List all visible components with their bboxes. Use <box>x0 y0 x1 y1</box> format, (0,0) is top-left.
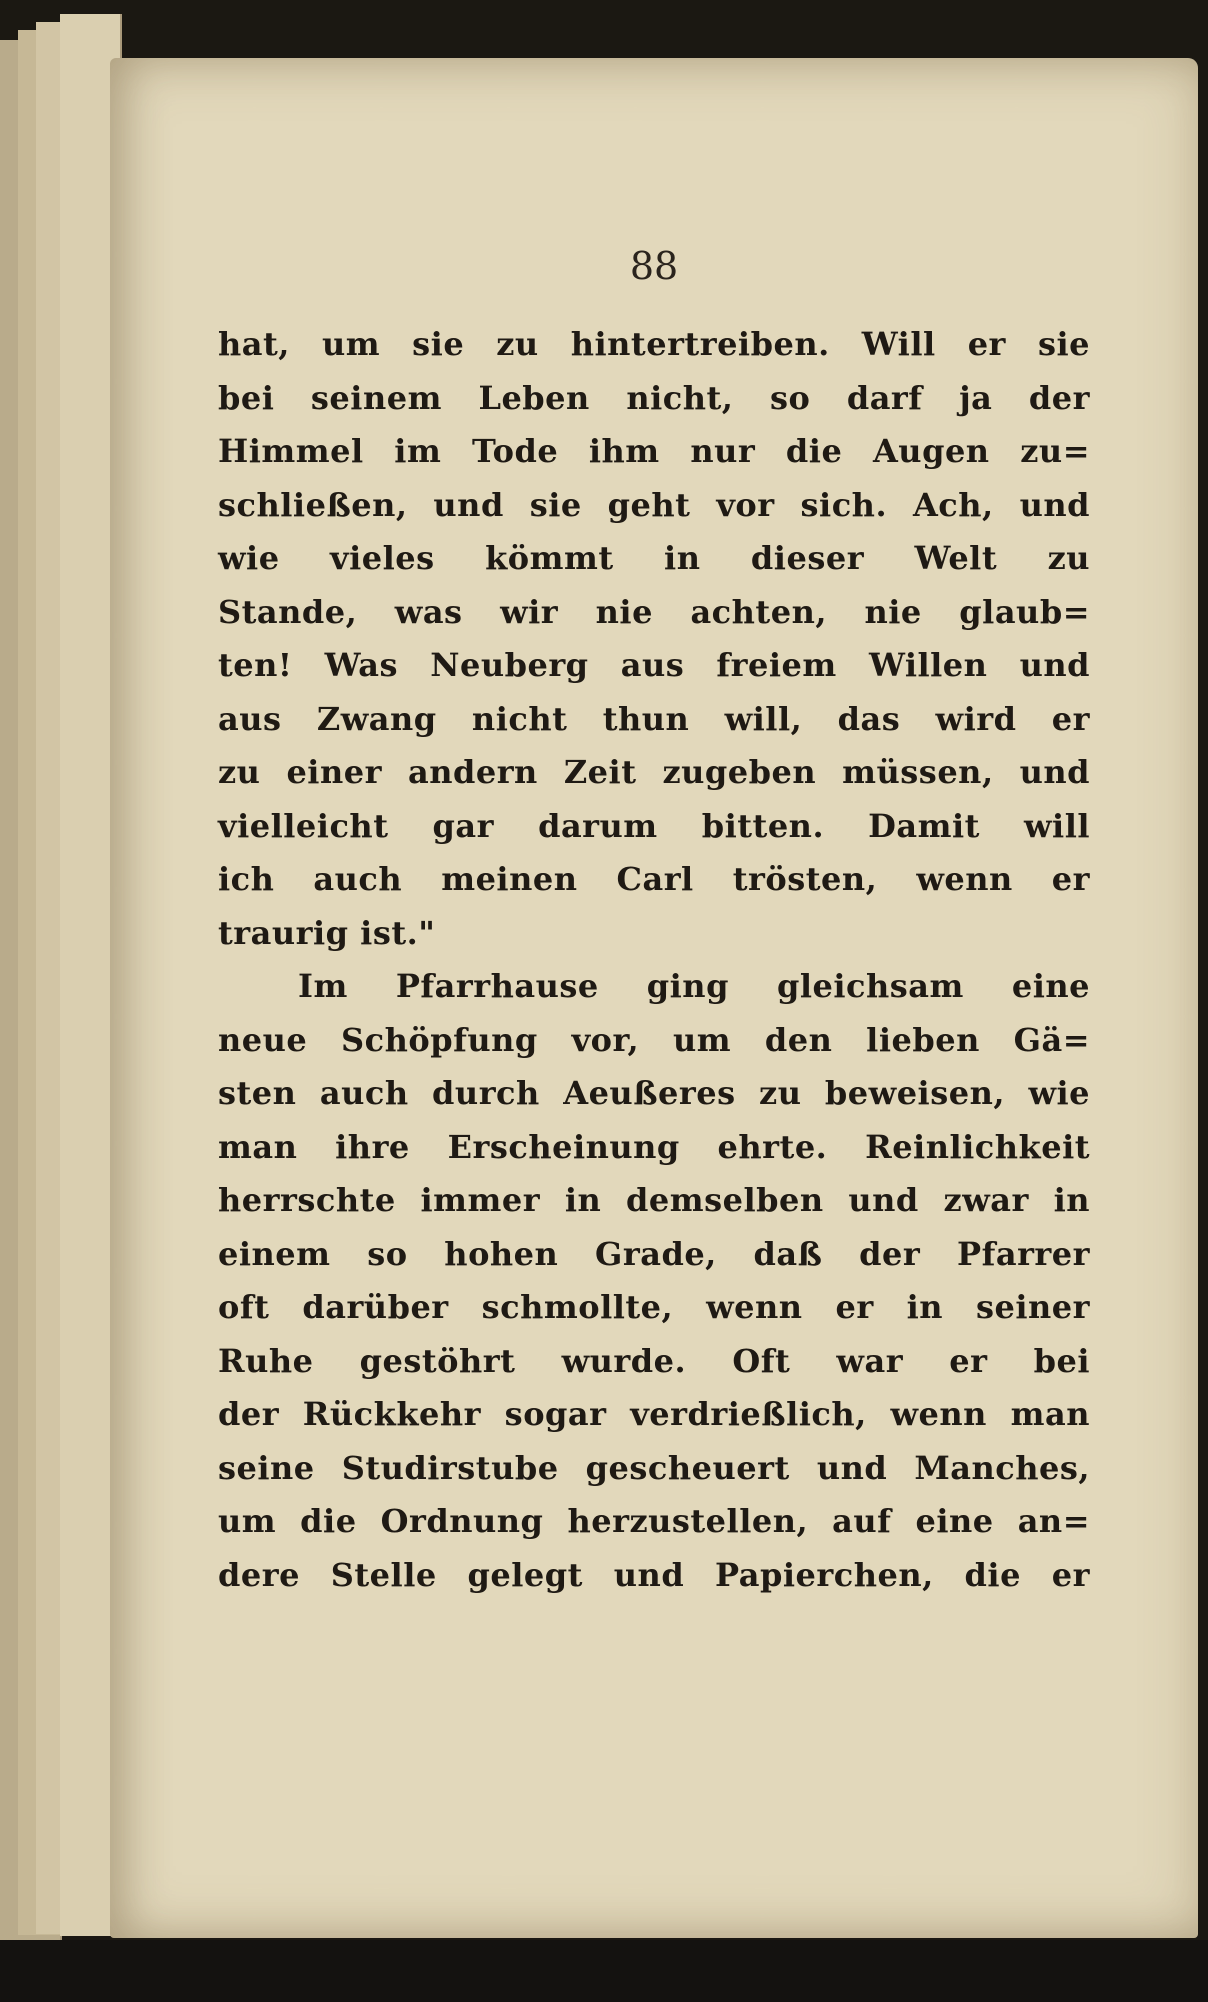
text-line: Im Pfarrhause ging gleichsam eine <box>298 967 1090 1005</box>
page-number: 88 <box>629 244 679 288</box>
text-line: schließen, und sie geht vor sich. Ach, und <box>218 485 1090 524</box>
text-line: neue Schöpfung vor, um den lieben Gä= <box>218 1020 1090 1059</box>
text-line: aus Zwang nicht thun will, das wird er <box>218 699 1090 738</box>
text-line: ten! Was Neuberg aus freiem Willen und <box>218 646 1090 684</box>
text-line: um die Ordnung herzustellen, auf eine an= <box>218 1502 1090 1540</box>
text-line: wie vieles kömmt in dieser Welt zu <box>218 539 1090 577</box>
text-line: Ruhe gestöhrt wurde. Oft war er bei <box>218 1341 1090 1380</box>
text-line: ich auch meinen Carl trösten, wenn er <box>218 860 1090 898</box>
text-line: einem so hohen Grade, daß der Pfarrer <box>218 1234 1090 1273</box>
text-line: traurig ist." <box>218 913 436 952</box>
text-line: vielleicht gar darum bitten. Damit will <box>218 806 1090 845</box>
text-line: Stande, was wir nie achten, nie glaub= <box>218 592 1090 631</box>
text-line: hat, um sie zu hintertreiben. Will er sie <box>218 325 1090 363</box>
text-line: Himmel im Tode ihm nur die Augen zu= <box>218 432 1090 470</box>
scan-background <box>0 1940 1208 2002</box>
body-text <box>218 318 1090 1602</box>
text-line: bei seinem Leben nicht, so darf ja der <box>218 378 1090 417</box>
text-line: seine Studirstube gescheuert und Manches, <box>218 1448 1090 1487</box>
text-line: dere Stelle gelegt und Papierchen, die er <box>218 1555 1090 1594</box>
text-line: zu einer andern Zeit zugeben müssen, und <box>218 753 1090 791</box>
text-line: sten auch durch Aeußeres zu beweisen, wie <box>218 1074 1090 1112</box>
text-line: der Rückkehr sogar verdrießlich, wenn man <box>218 1395 1090 1433</box>
text-line: herrschte immer in demselben und zwar in <box>218 1181 1090 1219</box>
text-line: man ihre Erscheinung ehrte. Reinlichkeit <box>218 1127 1090 1166</box>
text-line: oft darüber schmollte, wenn er in seiner <box>218 1288 1090 1326</box>
